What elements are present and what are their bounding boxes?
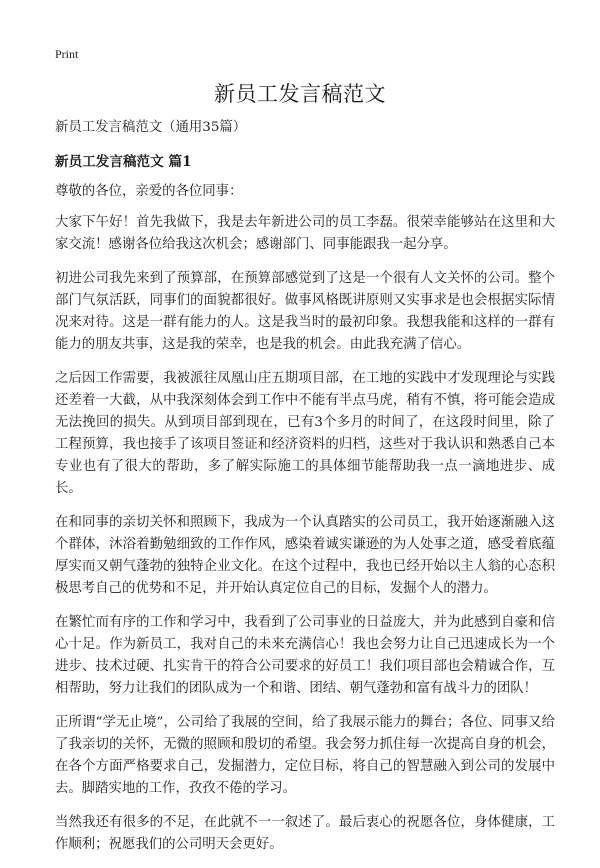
greeting-paragraph: 尊敬的各位，亲爱的各位同事： — [55, 184, 243, 199]
page-title: 新员工发言稿范文 — [214, 82, 386, 106]
section-heading: 新员工发言稿范文 篇1 — [55, 154, 192, 170]
body-paragraph: 大家下午好！首先我做下，我是去年新进公司的员工李磊。很荣幸能够站在这里和大家交流！感谢各位给我这次机会；感谢部门、同事能跟我一起分享。 — [55, 215, 555, 252]
document-subtitle: 新员工发言稿范文（通用35篇） — [55, 120, 247, 135]
body-paragraph: 在和同事的亲切关怀和照顾下，我成为一个认真踏实的公司员工，我开始逐渐融入这个群体，沐浴着勤勉细致的工作作风，感染着诚实谦逊的为人处事之道，感受着底蕴厚实而又朝气蓬勃的独特企业文化。在这个过程中，我也已经开始以主人翁的心态积极思考自己的优势和不足，并开始认真定位自己的目标，发掘个人的潜力。 — [55, 515, 555, 596]
body-paragraph: 当然我还有很多的不足，在此就不一一叙述了。最后衷心的祝愿各位，身体健康，工作顺利；祝愿我们的公司明天会更好。 — [55, 815, 555, 852]
document-body — [55, 117, 555, 868]
body-paragraph: 之后因工作需要，我被派往凤凰山庄五期项目部，在工地的实践中才发现理论与实践还差着一大截，从中我深刻体会到工作中不能有半点马虎，稍有不慎，将可能会造成无法挽回的损失。从到项目部到现在，已有3个多月的时间了，在这段时间里，除了工程预算，我也接手了该项目签证和经济资料的归档，这些对于我认识和熟悉自己本专业也有了很大的帮助，多了解实际施工的具体细节能帮助我一点一滴地进步、成长。 — [55, 371, 555, 496]
body-paragraph: 初进公司我先来到了预算部，在预算部感觉到了这是一个很有人文关怀的公司。整个部门气氛活跃，同事们的面貌都很好。做事风格既讲原则又实事求是也会根据实际情况来对待。这是一群有能力的人。这是我当时的最初印象。我想我能和这样的一群有能力的朋友共事，这是我的荣幸，也是我的机会。由此我充满了信心。 — [55, 271, 555, 352]
body-paragraph: 在繁忙而有序的工作和学习中，我看到了公司事业的日益庞大，并为此感到自豪和信心十足。作为新员工，我对自己的未来充满信心！我也会努力让自己迅速成长为一个进步、技术过硬、扎实肯干的符合公司要求的好员工！我们项目部也会精诚合作，互相帮助，努力让我们的团队成为一个和谐、团结、朝气蓬勃和富有战斗力的团队！ — [55, 615, 555, 696]
print-link[interactable]: Print — [55, 47, 79, 61]
body-paragraph: 正所谓“学无止境”，公司给了我展的空间，给了我展示能力的舞台；各位、同事又给了我亲切的关怀，无微的照顾和殷切的希望。我会努力抓住每一次提高自身的机会，在各个方面严格要求自己，发掘潜力，定位目标，将自己的智慧融入到公司的发展中去。脚踏实地的工作，孜孜不倦的学习。 — [55, 715, 555, 796]
